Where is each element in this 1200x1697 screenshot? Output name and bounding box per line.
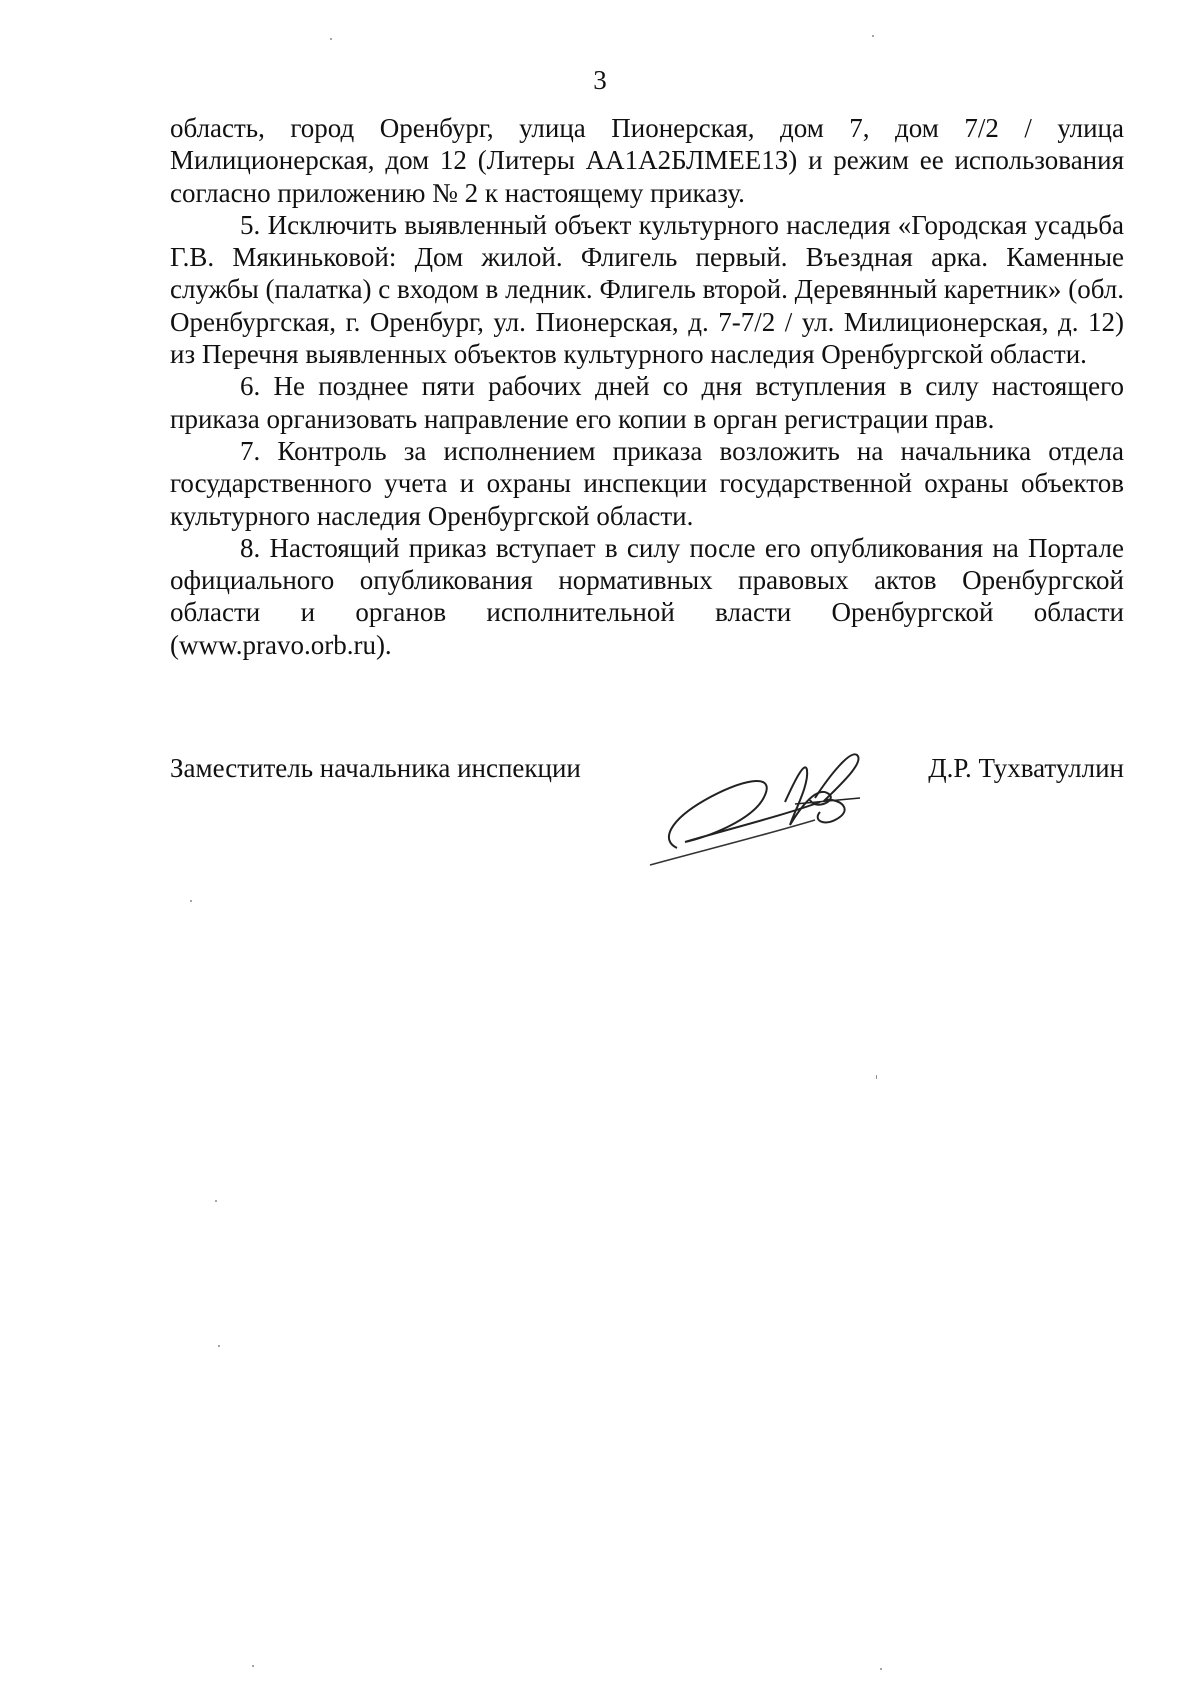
signatory-name: Д.Р. Тухватуллин [928, 753, 1124, 783]
paragraph-item-6: 6. Не позднее пяти рабочих дней со дня вступления в силу настоящего приказа организовать направление его копии в орган регистрации прав. [170, 371, 1124, 434]
paragraph-item-8: 8. Настоящий приказ вступает в силу после его опубликования на Портале официального опубликования нормативных правовых актов Оренбургской области и органов исполнительной власти Оренбургской области (www.pravo.orb.ru). [170, 532, 1124, 660]
paragraph-item-5: 5. Исключить выявленный объект культурного наследия «Городская усадьба Г.В. Мякиньковой: Дом жилой. Флигель первый. Въездная арка. Каменные службы (палатка) с входом в ледник. Флигель второй. Деревянный каретник» (обл. Оренбургская, г. Оренбург, ул. Пионерская, д. 7-7/2 / ул. Милиционерская, д. 12) из Перечня выявленных объектов культурного наследия Оренбургской области. [170, 209, 1124, 370]
scan-speck [252, 1665, 254, 1667]
paragraph-item-7: 7. Контроль за исполнением приказа возложить на начальника отдела государственного учета и охраны инспекции государственной охраны объектов культурного наследия Оренбургской области. [170, 435, 1124, 531]
paragraph-continuation: область, город Оренбург, улица Пионерская, дом 7, дом 7/2 / улица Милиционерская, дом 12 (Литеры АА1А2БЛМЕЕ1З) и режим ее использования согласно приложению № 2 к настоящему приказу. [170, 113, 1124, 208]
scan-speck [876, 1075, 877, 1079]
scan-speck [218, 1345, 220, 1347]
document-body [170, 112, 1124, 661]
page-number: 3 [593, 65, 607, 95]
scan-speck [330, 38, 332, 40]
scan-speck [880, 1668, 882, 1670]
scan-speck [215, 1200, 217, 1202]
signatory-title: Заместитель начальника инспекции [170, 753, 581, 783]
scan-speck [872, 35, 874, 37]
handwritten-signature [645, 740, 895, 870]
scan-speck [190, 900, 192, 902]
